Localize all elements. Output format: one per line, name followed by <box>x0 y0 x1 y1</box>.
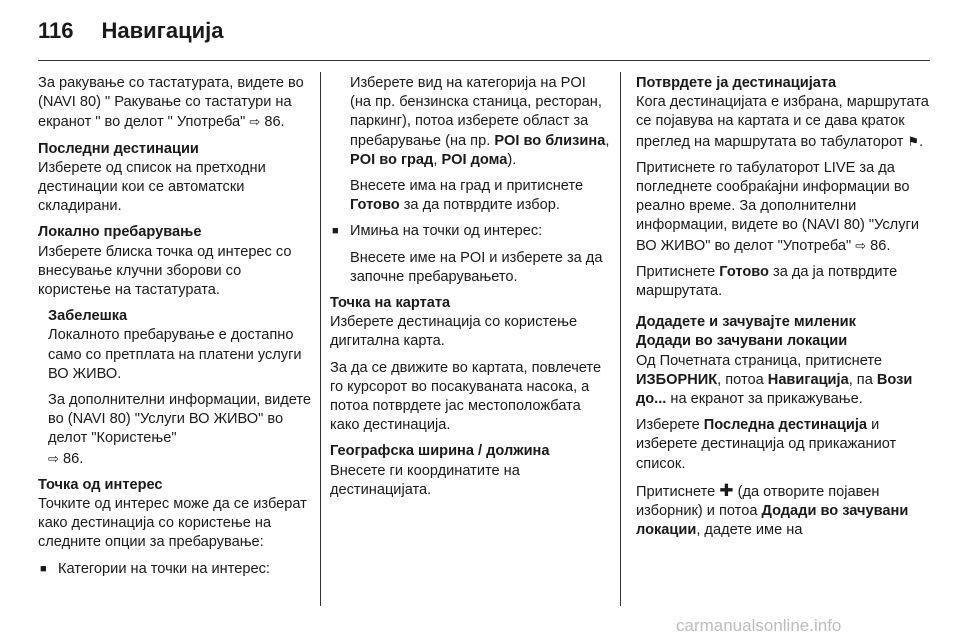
column-1 <box>38 74 312 586</box>
note-text: Локалното пребарување е достапно само со претплата на платени услуги ВО ЖИВО. <box>48 327 302 382</box>
paragraph: Внесете има на град и притиснете Готово за да потврдите избор. <box>350 178 584 214</box>
note-text: За дополнителни информации, видете во (NAVI 80) "Услуги ВО ЖИВО" во делот "Користење" ⇨ 86. <box>48 392 312 467</box>
bullet-item: ■ Категории на точки на интерес: <box>38 560 312 579</box>
heading-lat-long: Географска ширина / должина <box>330 443 550 460</box>
column-divider <box>320 72 321 606</box>
paragraph: Внесете ги координатите на дестинацијата. <box>330 462 520 498</box>
heading-poi: Точка од интерес <box>38 476 163 493</box>
plus-icon: ✚ <box>719 480 734 500</box>
paragraph: Од Почетната страница, притиснете ИЗБОРНИК, потоа Навигација, па Вози до... на екранот за прикажување. <box>636 352 913 408</box>
paragraph: Притиснете ✚ (да отворите појавен изборник) и потоа Додади во зачувани локации, дадете име на <box>636 480 909 539</box>
header-rule <box>38 60 930 61</box>
column-2 <box>330 74 610 507</box>
paragraph: Кога дестинацијата е избрана, маршрутата се појавува на картата и се дава краток преглед на маршрутата во табулаторот ⚑. <box>636 94 929 150</box>
heading-map-point: Точка на картата <box>330 295 451 312</box>
heading-confirm-destination: Потврдете ја дестинацијата <box>636 75 837 91</box>
column-divider <box>620 72 621 606</box>
paragraph: Изберете вид на категорија на POI (на пр. бензинска станица, ресторан, паркинг), потоа изберете област за пребарување (на пр. POI во близина, POI во град, POI дома). <box>350 75 610 168</box>
paragraph: Точките од интерес може да се изберат како дестинација со користење на следните опции за пребарување: <box>38 496 307 551</box>
page-header <box>38 18 223 44</box>
watermark: carmanualsonline.info <box>676 616 842 635</box>
paragraph: Изберете Последна дестинација и изберете дестинација од прикажаниот список. <box>636 417 897 472</box>
note-box <box>38 307 312 469</box>
paragraph: Внесете име на POI и изберете за да започне пребарувањето. <box>350 249 603 285</box>
section-title: Навигација <box>101 18 224 43</box>
note-title: Забелешка <box>48 308 128 325</box>
paragraph: Притиснете Готово за да ја потврдите маршрутата. <box>636 263 898 300</box>
page-number: 116 <box>38 18 74 43</box>
page-ref-icon: ⇨ <box>855 237 867 253</box>
paragraph: Изберете блиска точка од интерес со внесување клучни зборови со користење на тастатурата. <box>38 243 292 299</box>
column-3 <box>636 74 932 547</box>
heading-add-to-saved: Додади во зачувани локации <box>636 333 848 350</box>
paragraph: Притиснете го табулаторот LIVE за да погледнете сообраќајни информации во реално време. За дополнителни информации, видете во (NAVI 80) "Услуги ВО ЖИВО" во делот "Употреба" ⇨ 86. <box>636 159 919 254</box>
heading-recent-destinations: Последни дестинации <box>38 140 199 157</box>
heading-add-favourite: Додадете и зачувајте миленик <box>636 314 856 331</box>
paragraph: За да се движите во картата, повлечете го курсорот во посакуваната насока, а потоа потврдете јас местоположбата како дестинација. <box>330 359 602 434</box>
flag-icon: ⚑ <box>907 133 920 149</box>
paragraph: Изберете од список на претходни дестинации кои се автоматски складирани. <box>38 159 266 215</box>
bullet-item: ■ Имиња на точки од интерес: <box>330 222 610 241</box>
heading-local-search: Локално пребарување <box>38 224 202 241</box>
paragraph: Изберете дестинација со користење дигитална карта. <box>330 314 578 350</box>
page-ref-icon: ⇨ <box>48 450 59 466</box>
paragraph: За ракување со тастатурата, видете во (NAVI 80) " Ракување со тастатури на екранот " во делот " Употреба" ⇨ 86. <box>38 75 304 131</box>
page-ref-icon: ⇨ <box>249 114 261 130</box>
